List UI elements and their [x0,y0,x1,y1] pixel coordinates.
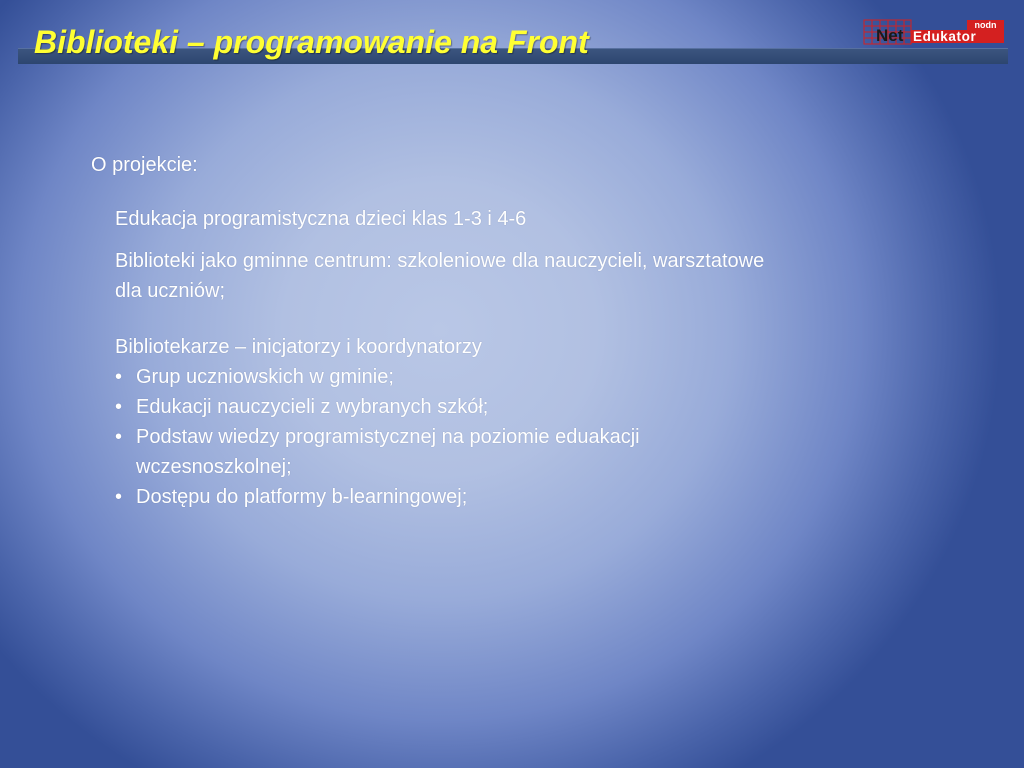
logo-edukator-text: Edukator [913,29,977,44]
paragraph-education: Edukacja programistyczna dzieci klas 1-3 i 4-6 [115,208,527,230]
slide-content [91,150,791,512]
netedukator-logo [863,19,1005,46]
paragraph-libraries: Biblioteki jako gminne centrum: szkoleniowe dla nauczycieli, warsztatowe dla uczniów; [115,250,765,302]
list-item: • Edukacji nauczycieli z wybranych szkół; [115,392,791,422]
logo-net-text: Net [876,26,904,45]
section-heading: O projekcie: [91,154,198,176]
paragraph-librarians: Bibliotekarze – inicjatorzy i koordynatorzy [115,336,482,358]
list-item: • Podstaw wiedzy programistycznej na poziomie eduakacji wczesnoszkolnej; [115,422,791,482]
list-item: • Grup uczniowskich w gminie; [115,362,791,392]
slide-title: Biblioteki – programowanie na Front [34,24,589,60]
coordination-list [115,362,791,512]
list-item: • Dostępu do platformy b-learningowej; [115,482,791,512]
logo-nodn-text: nodn [974,20,997,31]
